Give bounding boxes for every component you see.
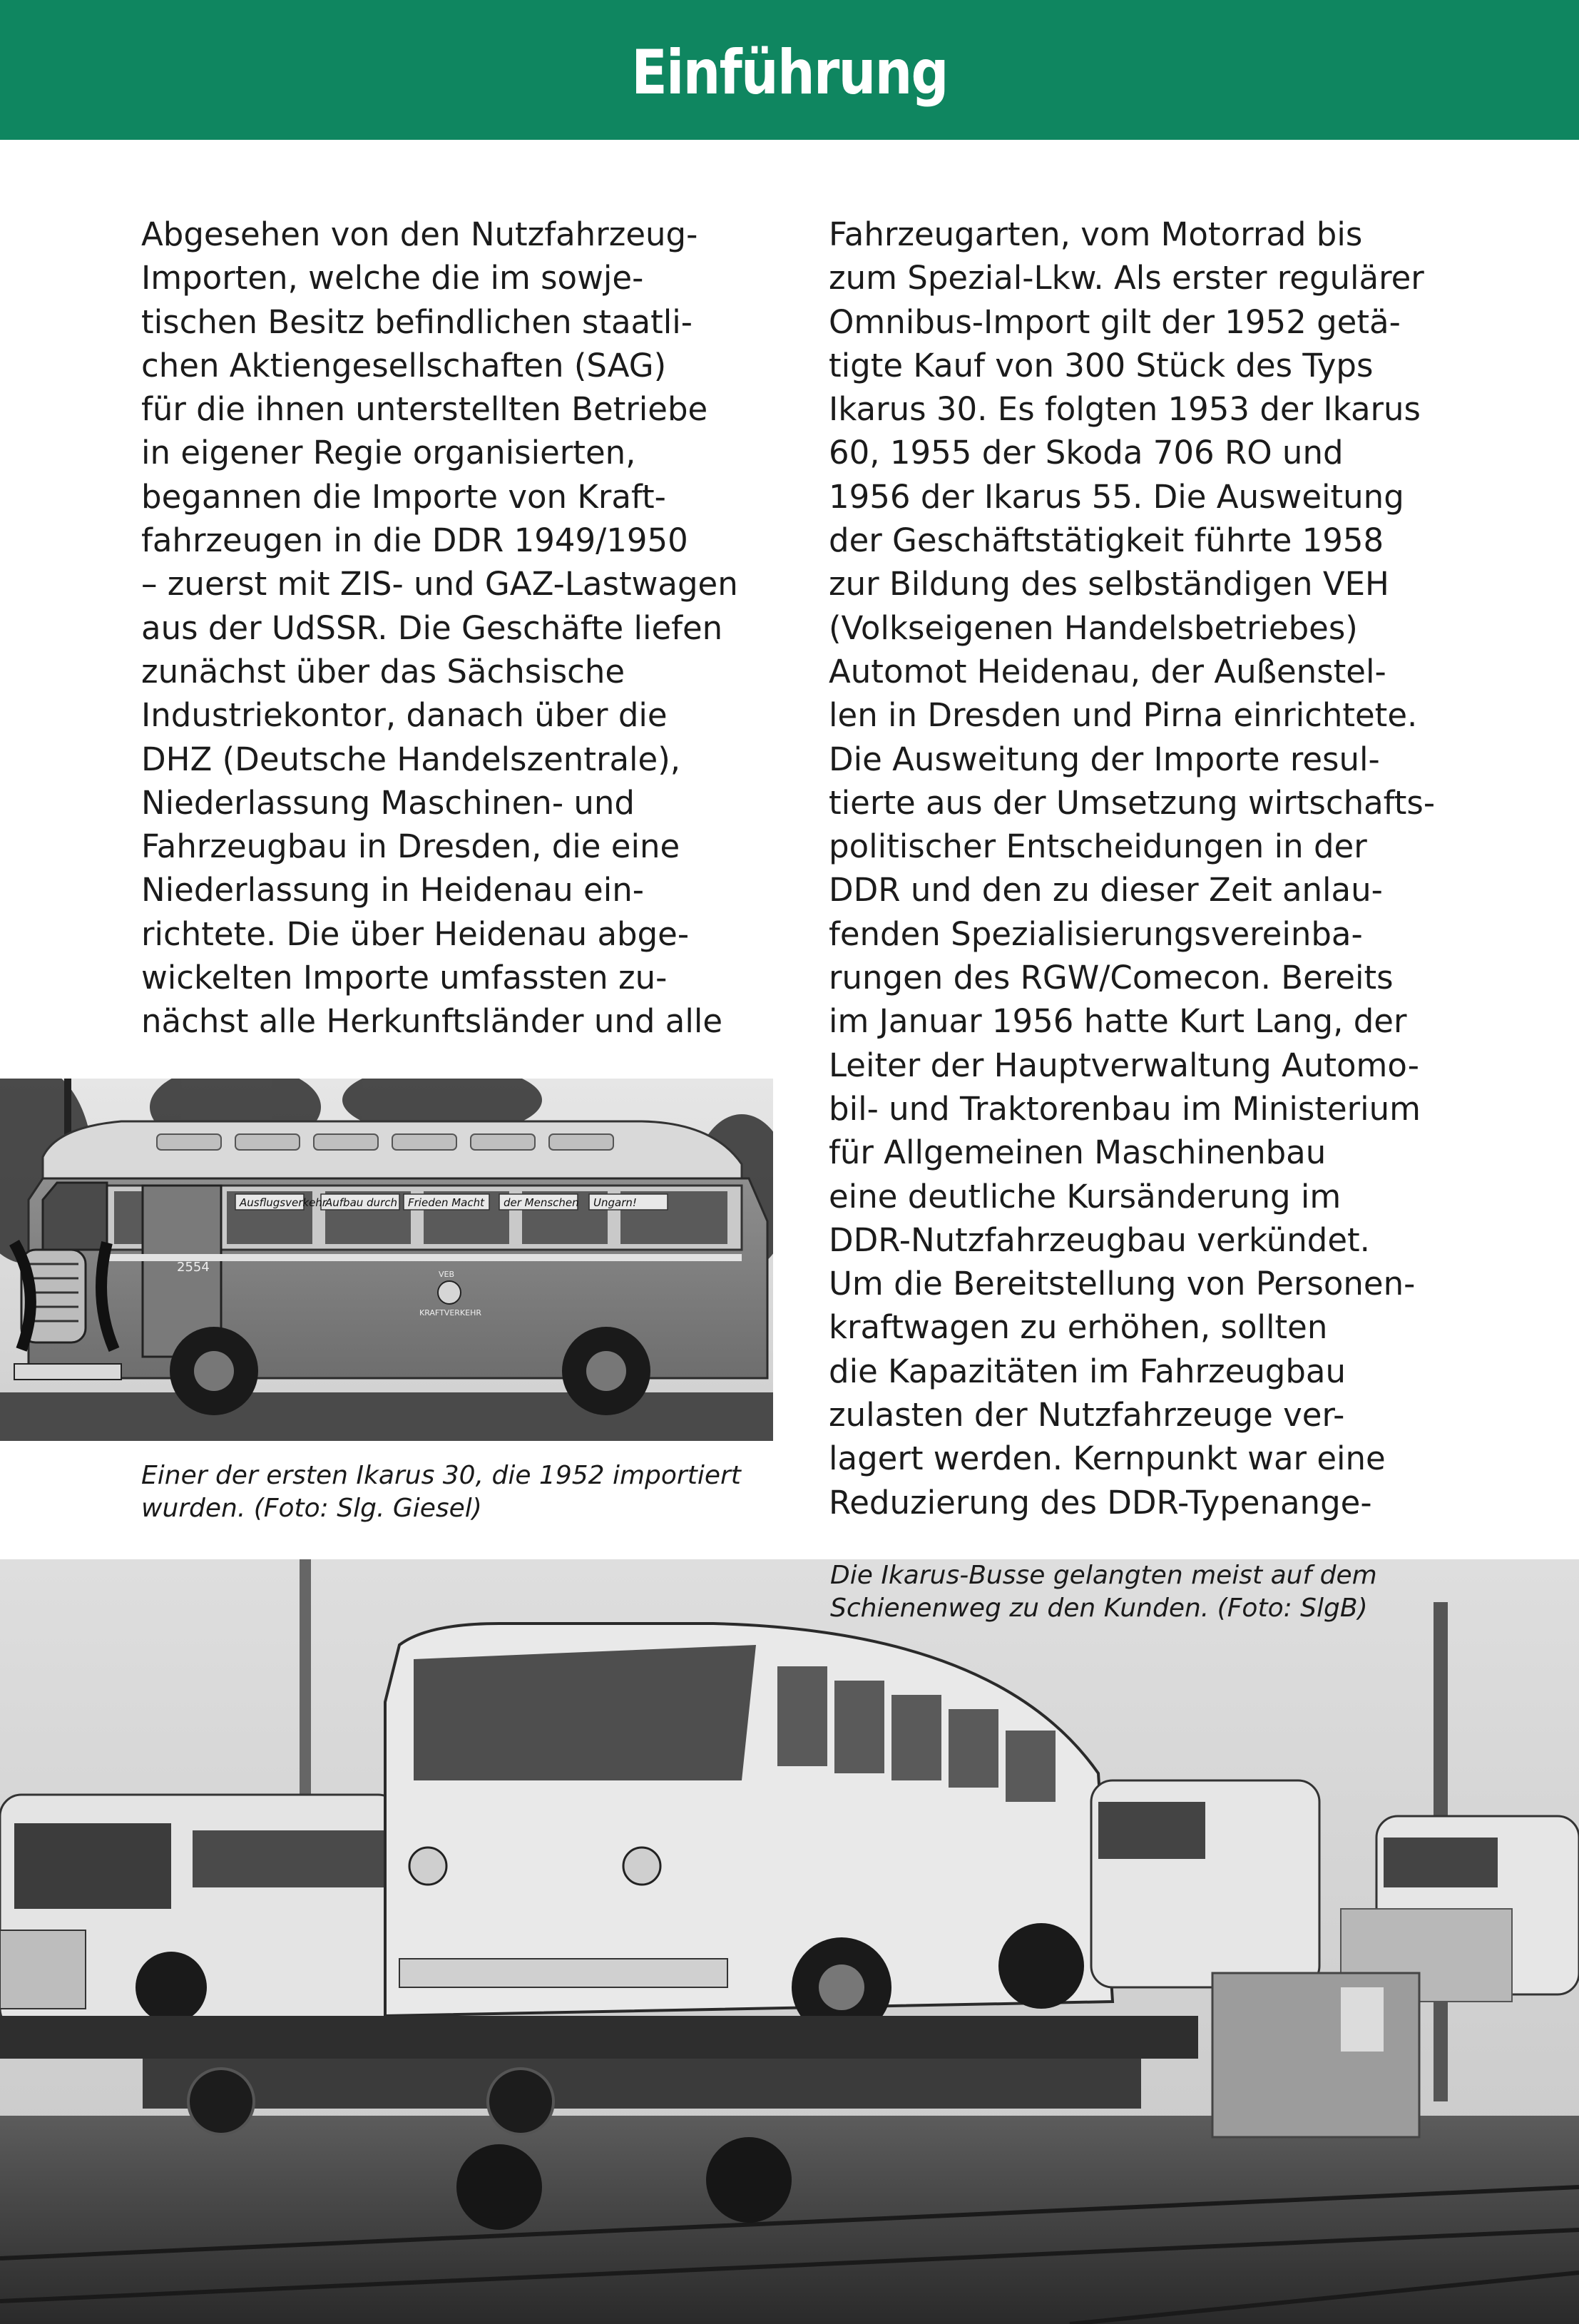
text-line: Importen, welche die im sowje-: [141, 259, 644, 297]
text-line: zur Bildung des selbständigen VEH: [829, 565, 1389, 603]
page-title: Einführung: [631, 37, 948, 108]
caption-line: wurden. (Foto: Slg. Giesel): [141, 1494, 482, 1523]
text-line: zulasten der Nutzfahrzeuge ver-: [829, 1396, 1345, 1434]
text-line: fenden Spezialisierungsvereinba-: [829, 914, 1363, 953]
emblem-text: VEB: [439, 1270, 455, 1279]
text-line: DHZ (Deutsche Handelszentrale),: [141, 740, 681, 778]
ikarus-rail-transport-photo: [0, 1559, 1579, 2324]
text-line: bil- und Traktorenbau im Ministerium: [829, 1089, 1421, 1128]
text-line: len in Dresden und Pirna einrichtete.: [829, 696, 1418, 735]
text-line: zunächst über das Sächsische: [141, 652, 625, 690]
text-line: Omnibus-Import gilt der 1952 getä-: [829, 302, 1401, 341]
text-line: die Kapazitäten im Fahrzeugbau: [829, 1352, 1347, 1390]
text-line: rungen des RGW/Comecon. Bereits: [829, 959, 1394, 997]
ikarus-30-photo: [0, 1079, 773, 1441]
text-line: DDR und den zu dieser Zeit anlau-: [829, 871, 1383, 909]
text-line: 1956 der Ikarus 55. Die Ausweitung: [829, 477, 1404, 516]
bus-number: 2554: [177, 1260, 210, 1275]
text-column-left: [141, 213, 783, 1044]
text-line: zum Spezial-Lkw. Als erster regulärer: [829, 259, 1424, 297]
emblem-icon: [438, 1281, 461, 1304]
text-line: (Volkseigenen Handelsbetriebes): [829, 608, 1358, 647]
text-line: tierte aus der Umsetzung wirtschafts-: [829, 783, 1436, 822]
text-line: politischer Entscheidungen in der: [829, 827, 1367, 866]
text-line: aus der UdSSR. Die Geschäfte liefen: [141, 608, 723, 647]
text-line: 60, 1955 der Skoda 706 RO und: [829, 434, 1344, 472]
text-line: kraftwagen zu erhöhen, sollten: [829, 1308, 1328, 1347]
text-line: Industriekontor, danach über die: [141, 696, 668, 735]
text-line: für Allgemeinen Maschinenbau: [829, 1133, 1327, 1172]
text-line: Automot Heidenau, der Außenstel-: [829, 652, 1386, 690]
text-line: chen Aktiengesellschaften (SAG): [141, 346, 667, 384]
text-column-right: [829, 213, 1471, 1524]
caption-bottom: [830, 1559, 1458, 1625]
text-line: in eigener Regie organisierten,: [141, 434, 636, 472]
destination-sign-text: Ungarn!: [593, 1196, 637, 1209]
text-line: der Geschäftstätigkeit führte 1958: [829, 521, 1384, 560]
text-line: lagert werden. Kernpunkt war eine: [829, 1439, 1386, 1478]
text-line: DDR-Nutzfahrzeugbau verkündet.: [829, 1220, 1370, 1259]
text-line: Fahrzeugarten, vom Motorrad bis: [829, 215, 1363, 253]
text-line: Niederlassung in Heidenau ein-: [141, 871, 644, 909]
text-line: Die Ausweitung der Importe resul-: [829, 740, 1380, 778]
caption-line: Einer der ersten Ikarus 30, die 1952 importiert: [141, 1461, 741, 1490]
text-line: Niederlassung Maschinen- und: [141, 783, 635, 822]
text-line: Reduzierung des DDR-Typenange-: [829, 1483, 1372, 1522]
text-line: fahrzeugen in die DDR 1949/1950: [141, 521, 688, 560]
text-line: Um die Bereitstellung von Personen-: [829, 1265, 1416, 1303]
caption-line: Schienenweg zu den Kunden. (Foto: SlgB): [830, 1594, 1368, 1623]
caption-line: Die Ikarus-Busse gelangten meist auf dem: [830, 1561, 1377, 1590]
text-line: Abgesehen von den Nutzfahrzeug-: [141, 215, 698, 253]
text-line: Ikarus 30. Es folgten 1953 der Ikarus: [829, 390, 1421, 429]
emblem-text: KRAFTVERKEHR: [419, 1308, 481, 1318]
text-line: richtete. Die über Heidenau abge-: [141, 914, 690, 953]
skoda-bus-left: [0, 1795, 399, 2030]
text-line: begannen die Importe von Kraft-: [141, 477, 666, 516]
text-line: für die ihnen unterstellten Betriebe: [141, 390, 708, 429]
text-line: tischen Besitz befindlichen staatli-: [141, 302, 693, 341]
text-line: eine deutliche Kursänderung im: [829, 1177, 1342, 1215]
text-line: nächst alle Herkunftsländer und alle: [141, 1002, 723, 1041]
caption-top: [141, 1459, 783, 1525]
text-line: im Januar 1956 hatte Kurt Lang, der: [829, 1002, 1407, 1041]
destination-sign-text: Ausflugsverkehr: [240, 1196, 327, 1209]
text-line: wickelten Importe umfassten zu-: [141, 959, 668, 997]
destination-sign-text: Aufbau durch: [325, 1196, 397, 1209]
destination-sign-text: der Menschen: [504, 1196, 579, 1209]
text-line: Leiter der Hauptverwaltung Automo-: [829, 1046, 1419, 1084]
text-line: Fahrzeugbau in Dresden, die eine: [141, 827, 680, 866]
text-line: tigte Kauf von 300 Stück des Typs: [829, 346, 1374, 384]
text-line: – zuerst mit ZIS- und GAZ-Lastwagen: [141, 565, 738, 603]
destination-sign-text: Frieden Macht: [408, 1196, 484, 1209]
